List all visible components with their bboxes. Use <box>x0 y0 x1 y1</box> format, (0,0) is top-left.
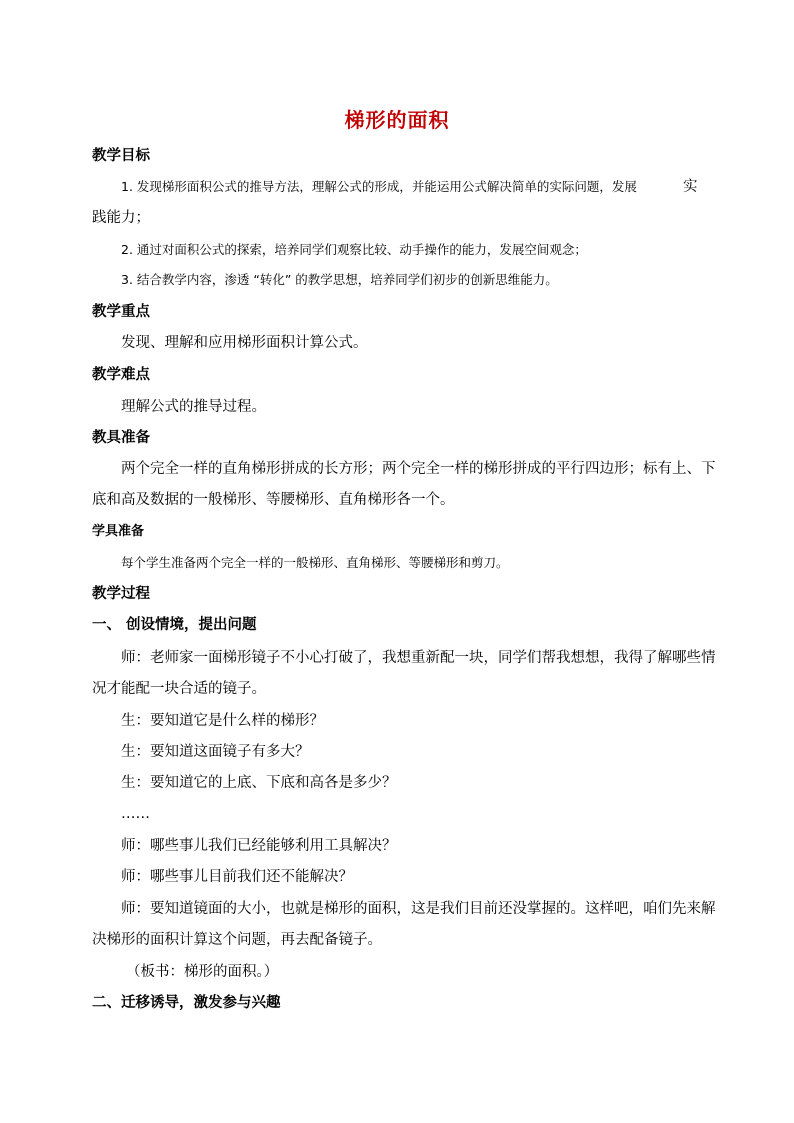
teacher-tools-heading: 教具准备 <box>92 430 150 446</box>
teacher-line-4b: 决梯形的面积计算这个问题，再去配备镜子。 <box>92 932 382 948</box>
ellipsis: …… <box>121 806 150 822</box>
document-title: 梯形的面积 <box>344 108 450 132</box>
goal-item-1-line-2: 践能力； <box>92 210 150 226</box>
student-line-2: 生：要知道这面镜子有多大？ <box>121 744 310 760</box>
student-tools-text: 每个学生准备两个完全一样的一般梯形、直角梯形、等腰梯形和剪刀。 <box>121 555 509 570</box>
student-line-1: 生：要知道它是什么样的梯形？ <box>121 713 324 729</box>
teacher-tools-line-2: 底和高及数据的一般梯形、等腰梯形、直角梯形各一个。 <box>92 492 455 508</box>
difficulties-text: 理解公式的推导过程。 <box>121 399 266 415</box>
teacher-line-4a: 师：要知道镜面的大小，也就是梯形的面积，这是我们目前还没掌握的。这样吧，咱们先来解 <box>121 901 716 917</box>
goals-heading: 教学目标 <box>92 148 150 164</box>
student-tools-heading: 学具准备 <box>92 524 145 539</box>
teacher-tools-line-1: 两个完全一样的直角梯形拼成的长方形；两个完全一样的梯形拼成的平行四边形；标有上、下 <box>121 461 716 477</box>
student-line-3: 生：要知道它的上底、下底和高各是多少？ <box>121 775 397 791</box>
key-points-text: 发现、理解和应用梯形面积计算公式。 <box>121 335 368 351</box>
key-points-heading: 教学重点 <box>92 304 150 320</box>
goal-item-1-tail: 实 <box>683 179 698 195</box>
teacher-line-1b: 况才能配一块合适的镜子。 <box>92 681 266 697</box>
part-1-heading: 一、 创设情境，提出问题 <box>92 617 257 633</box>
teacher-line-1a: 师：老师家一面梯形镜子不小心打破了，我想重新配一块，同学们帮我想想，我得了解哪些情 <box>121 650 716 666</box>
goal-item-3: 3. 结合教学内容，渗透 “转化” 的教学思想，培养同学们初步的创新思维能力。 <box>121 272 558 287</box>
goal-item-1-line-1: 1. 发现梯形面积公式的推导方法，理解公式的形成，并能运用公式解决简单的实际问题，发展 <box>121 179 637 194</box>
teacher-line-2: 师：哪些事儿我们已经能够利用工具解决？ <box>121 838 397 854</box>
process-heading: 教学过程 <box>92 586 150 602</box>
board-note: （板书：梯形的面积。） <box>126 964 279 980</box>
teacher-line-3: 师：哪些事儿目前我们还不能解决？ <box>121 869 353 885</box>
part-2-heading: 二、迁移诱导，激发参与兴趣 <box>92 995 281 1011</box>
goal-item-2: 2. 通过对面积公式的探索，培养同学们观察比较、动手操作的能力，发展空间观念； <box>121 242 587 257</box>
difficulties-heading: 教学难点 <box>92 367 150 383</box>
